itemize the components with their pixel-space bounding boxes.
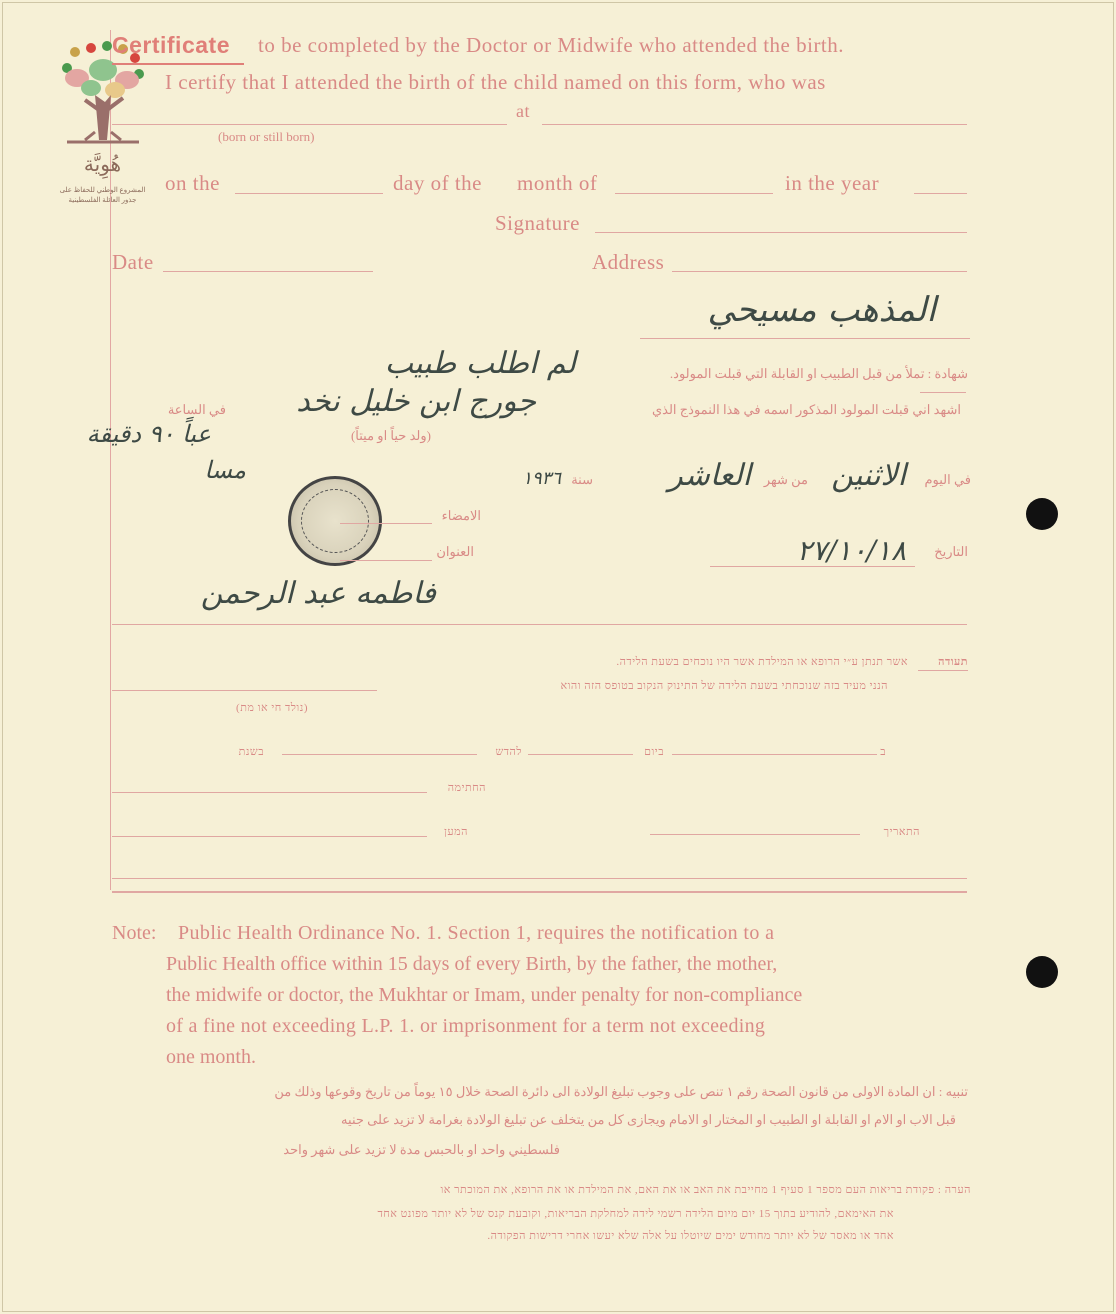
note-arabic-line-1: تنبيه : ان المادة الاولى من قانون الصحة رقم ١ تنص على وجوب تبليغ الولادة الى دائرة الصحة خلال ١٥ يوماً من تاريخ وقوعها وذلك من (274, 1084, 968, 1099)
born-or-still-label: (born or still born) (218, 129, 315, 144)
watermark-subtitle-1: المشروع الوطني للحفاظ على (59, 186, 146, 194)
note-hebrew-line-2: את האימאם, להודיע בתוך 15 יום מיום הלידה רשמי לידה למחלקת הבריאות, וקובעת קנס של לא יותר מפונט אחד (377, 1208, 894, 1220)
note-arabic-line-2: قبل الاب او الام او القابلة او الطبيب او المختار او الامام ويجازى كل من يتخلف عن تبليغ الولادة بغرامة لا تزيد على جنيه (341, 1112, 956, 1127)
month-line (615, 193, 773, 194)
month-of-label: month of (517, 171, 598, 195)
maon-line (112, 836, 427, 837)
handwritten-midwife: فاطمه عبد الرحمن (200, 576, 436, 611)
imda-label: الامضاء (441, 508, 481, 523)
certificate-word: Certificate (112, 32, 230, 58)
nolad-label: (נולד חי או מת) (236, 702, 308, 714)
handwritten-doctor: لم اطلب طبيب (384, 346, 576, 381)
teuda-label: תעודה (938, 656, 968, 668)
beshana-label: בשנת (238, 746, 264, 758)
taarich-label: התאריך (883, 826, 920, 838)
fi-alyawm-label: في اليوم (924, 472, 971, 487)
fi-alsaa-label: في الساعة (167, 402, 226, 417)
handwritten-date: ٢٧/١٠/١٨ (796, 534, 906, 567)
date-line (163, 271, 373, 272)
beyom-line (528, 754, 633, 755)
teuda-text: אשר תנתן ע״י הרופא או המילדת אשר היו נוכחים בשעת הלידה. (616, 656, 908, 668)
handwritten-religion: المذهب مسيحي (707, 290, 936, 330)
binder-hole-bottom (1026, 956, 1058, 988)
teuda-underline (918, 670, 968, 671)
handwritten-child-name: جورج ابن خليل نخد (296, 384, 536, 419)
be-label: ב (880, 746, 886, 758)
min-shahr-label: من شهر (763, 472, 808, 487)
at-label: at (516, 101, 530, 121)
note-hebrew-line-1: הערה : פקודת בריאות העם מספר 1 סעיף 1 מחייבת את האב או את האם, את המילדת או את הרופא, את המוכתר או (440, 1184, 971, 1196)
certify-text: I certify that I attended the birth of the child named on this form, who was (165, 70, 826, 94)
address-label: Address (592, 250, 665, 274)
day-line (235, 193, 383, 194)
sana-label: سنة (571, 472, 593, 487)
ashhad-text: اشهد اني قبلت المولود المذكور اسمه في هذا النموذج الذي (651, 402, 961, 417)
hebrew-section-divider-2 (112, 891, 967, 893)
imda-line (340, 523, 432, 524)
on-the-label: on the (165, 171, 220, 195)
taarich-line (650, 834, 860, 835)
address-line (672, 271, 967, 272)
child-name-line (112, 124, 507, 125)
year-line (914, 193, 967, 194)
note-line-4: of a fine not exceeding L.P. 1. or imprisonment for a term not exceeding (166, 1015, 766, 1037)
place-line (542, 124, 967, 125)
religion-line (640, 338, 970, 339)
hatima-line (112, 792, 427, 793)
note-line-5: one month. (166, 1046, 256, 1068)
hatima-label: החתימה (447, 782, 486, 794)
lahodesh-line (282, 754, 477, 755)
lahodesh-label: להדש (495, 746, 522, 758)
hebrew-section-divider-1 (112, 878, 967, 879)
hareni-line (112, 690, 377, 691)
be-line (672, 754, 877, 755)
arabic-section-divider (112, 624, 967, 625)
in-the-year-label: in the year (785, 171, 880, 195)
handwritten-month: العاشر (668, 458, 751, 493)
official-seal (288, 476, 382, 566)
walad-label: (ولد حياً او ميتاً) (350, 428, 431, 443)
unwan-line (340, 560, 432, 561)
day-of-the-label: day of the (393, 171, 482, 195)
maon-label: המען (444, 826, 468, 838)
note-arabic-line-3: فلسطيني واحد او بالحبس مدة لا تزيد على شهر واحد (283, 1142, 560, 1157)
shahada-line (920, 392, 966, 393)
handwritten-year: ١٩٣٦ (522, 468, 561, 489)
note-line-2: Public Health office within 15 days of every Birth, by the father, the mother, (166, 953, 778, 975)
date-label: Date (112, 250, 154, 274)
watermark-title: هُوِيَّة (83, 152, 122, 176)
shahada-text: شهادة : تملأ من قبل الطبيب او القابلة التي قبلت المولود. (669, 366, 968, 381)
handwritten-time-2: مسا (204, 456, 246, 484)
note-hebrew-line-3: אחד או מאסר של לא יותר מחודש ימים שיוטלו על אלה שלא יעשו אחרי דרישות הפקודה. (487, 1230, 894, 1242)
watermark-logo (55, 40, 150, 220)
watermark-subtitle-2: جذور العائلة الفلسطينية (68, 196, 137, 204)
heading-text: to be completed by the Doctor or Midwife who attended the birth. (258, 33, 845, 57)
note-label: Note: (112, 922, 157, 944)
handwritten-time: عباً ٩٠ دقيقة (86, 420, 211, 448)
certificate-underline (112, 63, 244, 65)
hareni-text: הנני מעיד בזה שנוכחתי בשעת הלידה של התינוק הנקוב בטופס הזה והוא (560, 680, 888, 692)
signature-label: Signature (495, 211, 580, 235)
note-line-3: the midwife or doctor, the Mukhtar or Imam, under penalty for non-compliance (166, 984, 803, 1006)
binder-hole-top (1026, 498, 1058, 530)
unwan-label: العنوان (436, 544, 474, 559)
tarikh-label: التاريخ (934, 544, 968, 559)
beyom-label: ביום (644, 746, 664, 758)
signature-line (595, 232, 967, 233)
tarikh-line (710, 566, 915, 567)
handwritten-day: الاثنين (831, 458, 906, 493)
note-line-1: Public Health Ordinance No. 1. Section 1, requires the notification to a (178, 922, 775, 944)
